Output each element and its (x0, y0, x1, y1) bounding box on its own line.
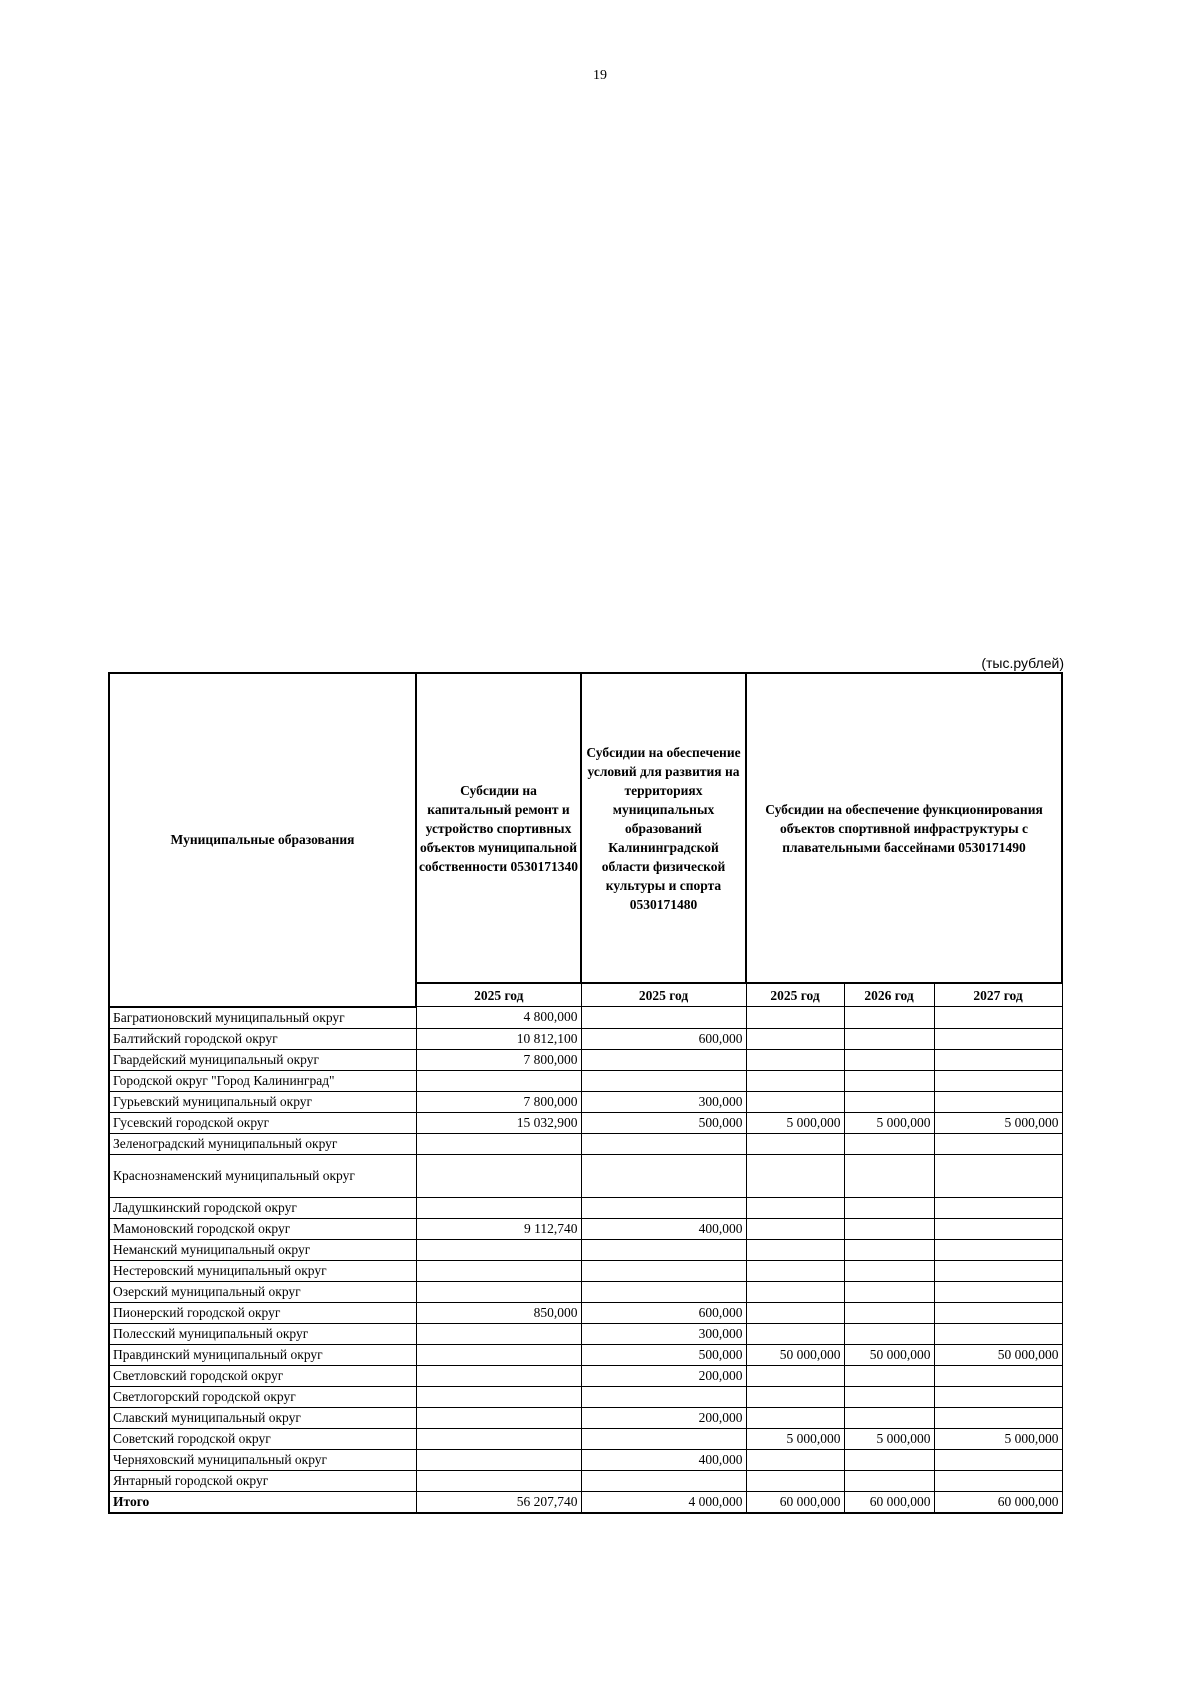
amount-cell: 4 800,000 (416, 1007, 581, 1029)
amount-cell: 5 000,000 (844, 1112, 934, 1133)
amount-cell: 60 000,000 (934, 1491, 1062, 1513)
amount-cell: 5 000,000 (934, 1112, 1062, 1133)
municipality-name: Городской округ "Город Калининград" (109, 1070, 416, 1091)
amount-cell (746, 1239, 844, 1260)
amount-cell (416, 1260, 581, 1281)
amount-cell (416, 1428, 581, 1449)
amount-cell (746, 1218, 844, 1239)
amount-cell (416, 1281, 581, 1302)
amount-cell (746, 1070, 844, 1091)
total-row (109, 1491, 1062, 1513)
municipality-name: Советский городской округ (109, 1428, 416, 1449)
amount-cell: 850,000 (416, 1302, 581, 1323)
amount-cell (844, 1133, 934, 1154)
amount-cell: 600,000 (581, 1028, 746, 1049)
year-header: 2025 год (746, 983, 844, 1007)
amount-cell (934, 1365, 1062, 1386)
amount-cell (934, 1049, 1062, 1070)
year-header: 2025 год (581, 983, 746, 1007)
table-row (109, 1154, 1062, 1197)
amount-cell (746, 1470, 844, 1491)
table-row (109, 1260, 1062, 1281)
municipality-name: Зеленоградский муниципальный округ (109, 1133, 416, 1154)
municipality-name: Нестеровский муниципальный округ (109, 1260, 416, 1281)
table-row (109, 1049, 1062, 1070)
amount-cell (581, 1154, 746, 1197)
amount-cell: 9 112,740 (416, 1218, 581, 1239)
amount-cell: 15 032,900 (416, 1112, 581, 1133)
municipality-name: Неманский муниципальный округ (109, 1239, 416, 1260)
municipality-name: Светлогорский городской округ (109, 1386, 416, 1407)
amount-cell (844, 1239, 934, 1260)
amount-cell: 50 000,000 (746, 1344, 844, 1365)
table-row (109, 1281, 1062, 1302)
municipality-name: Балтийский городской округ (109, 1028, 416, 1049)
table-row (109, 1239, 1062, 1260)
amount-cell (416, 1133, 581, 1154)
amount-cell (844, 1323, 934, 1344)
amount-cell (746, 1449, 844, 1470)
municipality-name: Гусевский городской округ (109, 1112, 416, 1133)
table-row (109, 1449, 1062, 1470)
table-row (109, 1344, 1062, 1365)
amount-cell: 200,000 (581, 1365, 746, 1386)
units-label: (тыс.рублей) (981, 655, 1064, 671)
amount-cell: 5 000,000 (746, 1112, 844, 1133)
table-row (109, 1218, 1062, 1239)
amount-cell (844, 1260, 934, 1281)
municipality-name: Итого (109, 1491, 416, 1513)
amount-cell (844, 1049, 934, 1070)
amount-cell (746, 1133, 844, 1154)
municipality-name: Светловский городской округ (109, 1365, 416, 1386)
amount-cell: 600,000 (581, 1302, 746, 1323)
municipality-name: Краснознаменский муниципальный округ (109, 1154, 416, 1197)
amount-cell: 5 000,000 (746, 1428, 844, 1449)
amount-cell (416, 1154, 581, 1197)
table-row (109, 1028, 1062, 1049)
amount-cell: 5 000,000 (844, 1428, 934, 1449)
amount-cell: 10 812,100 (416, 1028, 581, 1049)
table-row (109, 1091, 1062, 1112)
amount-cell: 50 000,000 (934, 1344, 1062, 1365)
municipality-name: Черняховский муниципальный округ (109, 1449, 416, 1470)
amount-cell (934, 1070, 1062, 1091)
amount-cell: 5 000,000 (934, 1428, 1062, 1449)
amount-cell (746, 1091, 844, 1112)
amount-cell: 7 800,000 (416, 1091, 581, 1112)
amount-cell (581, 1260, 746, 1281)
table-row (109, 1007, 1062, 1029)
municipality-name: Янтарный городской округ (109, 1470, 416, 1491)
amount-cell (746, 1302, 844, 1323)
amount-cell (746, 1323, 844, 1344)
municipality-name: Гурьевский муниципальный округ (109, 1091, 416, 1112)
table-row (109, 1470, 1062, 1491)
municipality-name: Озерский муниципальный округ (109, 1281, 416, 1302)
table-row (109, 1197, 1062, 1218)
amount-cell (934, 1302, 1062, 1323)
amount-cell (934, 1091, 1062, 1112)
amount-cell (934, 1281, 1062, 1302)
table-row (109, 1407, 1062, 1428)
amount-cell (416, 1197, 581, 1218)
amount-cell (746, 1049, 844, 1070)
header-capital-repair: Субсидии на капитальный ремонт и устройство спортивных объектов муниципальной собственности 0530171340 (416, 673, 581, 983)
municipality-name: Мамоновский городской округ (109, 1218, 416, 1239)
amount-cell: 400,000 (581, 1218, 746, 1239)
amount-cell (581, 1239, 746, 1260)
amount-cell (844, 1007, 934, 1029)
amount-cell: 50 000,000 (844, 1344, 934, 1365)
amount-cell (416, 1070, 581, 1091)
amount-cell (934, 1449, 1062, 1470)
amount-cell (581, 1007, 746, 1029)
amount-cell (581, 1470, 746, 1491)
amount-cell: 400,000 (581, 1449, 746, 1470)
year-header: 2025 год (416, 983, 581, 1007)
table-row (109, 1428, 1062, 1449)
amount-cell (746, 1407, 844, 1428)
municipality-name: Пионерский городской округ (109, 1302, 416, 1323)
amount-cell: 500,000 (581, 1344, 746, 1365)
amount-cell (844, 1091, 934, 1112)
amount-cell (746, 1197, 844, 1218)
amount-cell (581, 1428, 746, 1449)
amount-cell (934, 1007, 1062, 1029)
amount-cell: 7 800,000 (416, 1049, 581, 1070)
amount-cell: 500,000 (581, 1112, 746, 1133)
amount-cell (844, 1302, 934, 1323)
amount-cell (416, 1407, 581, 1428)
amount-cell (416, 1365, 581, 1386)
amount-cell (844, 1365, 934, 1386)
municipality-name: Багратионовский муниципальный округ (109, 1007, 416, 1029)
amount-cell (746, 1281, 844, 1302)
table-row (109, 1386, 1062, 1407)
municipality-name: Правдинский муниципальный округ (109, 1344, 416, 1365)
amount-cell (581, 1049, 746, 1070)
table-row (109, 1070, 1062, 1091)
amount-cell (581, 1281, 746, 1302)
year-header: 2026 год (844, 983, 934, 1007)
table-row (109, 1112, 1062, 1133)
amount-cell (581, 1070, 746, 1091)
amount-cell (934, 1323, 1062, 1344)
amount-cell (844, 1197, 934, 1218)
amount-cell (581, 1133, 746, 1154)
amount-cell (934, 1218, 1062, 1239)
amount-cell (844, 1386, 934, 1407)
amount-cell (844, 1281, 934, 1302)
amount-cell (844, 1470, 934, 1491)
amount-cell: 200,000 (581, 1407, 746, 1428)
amount-cell (844, 1070, 934, 1091)
header-sport-development: Субсидии на обеспечение условий для развития на территориях муниципальных образований Калининградской области физической культуры и спорта 0530171480 (581, 673, 746, 983)
amount-cell (416, 1239, 581, 1260)
amount-cell: 300,000 (581, 1091, 746, 1112)
amount-cell (416, 1344, 581, 1365)
table-row (109, 1133, 1062, 1154)
amount-cell (844, 1218, 934, 1239)
municipality-name: Полесский муниципальный округ (109, 1323, 416, 1344)
amount-cell: 4 000,000 (581, 1491, 746, 1513)
amount-cell (746, 1386, 844, 1407)
amount-cell (746, 1007, 844, 1029)
amount-cell (581, 1386, 746, 1407)
amount-cell (844, 1449, 934, 1470)
table-row (109, 1365, 1062, 1386)
page-number: 19 (593, 68, 607, 83)
table-row (109, 1302, 1062, 1323)
amount-cell (416, 1386, 581, 1407)
amount-cell (844, 1154, 934, 1197)
municipality-name: Ладушкинский городской округ (109, 1197, 416, 1218)
amount-cell (934, 1386, 1062, 1407)
table-body (109, 1007, 1062, 1513)
amount-cell: 60 000,000 (844, 1491, 934, 1513)
municipality-name: Гвардейский муниципальный округ (109, 1049, 416, 1070)
header-swimming-pools: Субсидии на обеспечение функционирования объектов спортивной инфраструктуры с плавательными бассейнами 0530171490 (746, 673, 1062, 983)
amount-cell (934, 1028, 1062, 1049)
amount-cell (934, 1197, 1062, 1218)
amount-cell (844, 1407, 934, 1428)
year-header: 2027 год (934, 983, 1062, 1007)
amount-cell (416, 1323, 581, 1344)
amount-cell (746, 1028, 844, 1049)
amount-cell (934, 1239, 1062, 1260)
municipality-name: Славский муниципальный округ (109, 1407, 416, 1428)
amount-cell (581, 1197, 746, 1218)
header-municipalities: Муниципальные образования (109, 673, 416, 1007)
amount-cell (746, 1365, 844, 1386)
amount-cell: 56 207,740 (416, 1491, 581, 1513)
amount-cell (934, 1260, 1062, 1281)
amount-cell (416, 1449, 581, 1470)
amount-cell (844, 1028, 934, 1049)
amount-cell (934, 1154, 1062, 1197)
amount-cell (934, 1470, 1062, 1491)
subsidies-table (108, 672, 1063, 1514)
amount-cell (746, 1154, 844, 1197)
amount-cell (416, 1470, 581, 1491)
amount-cell (934, 1407, 1062, 1428)
table-row (109, 1323, 1062, 1344)
amount-cell (746, 1260, 844, 1281)
amount-cell (934, 1133, 1062, 1154)
amount-cell: 300,000 (581, 1323, 746, 1344)
amount-cell: 60 000,000 (746, 1491, 844, 1513)
